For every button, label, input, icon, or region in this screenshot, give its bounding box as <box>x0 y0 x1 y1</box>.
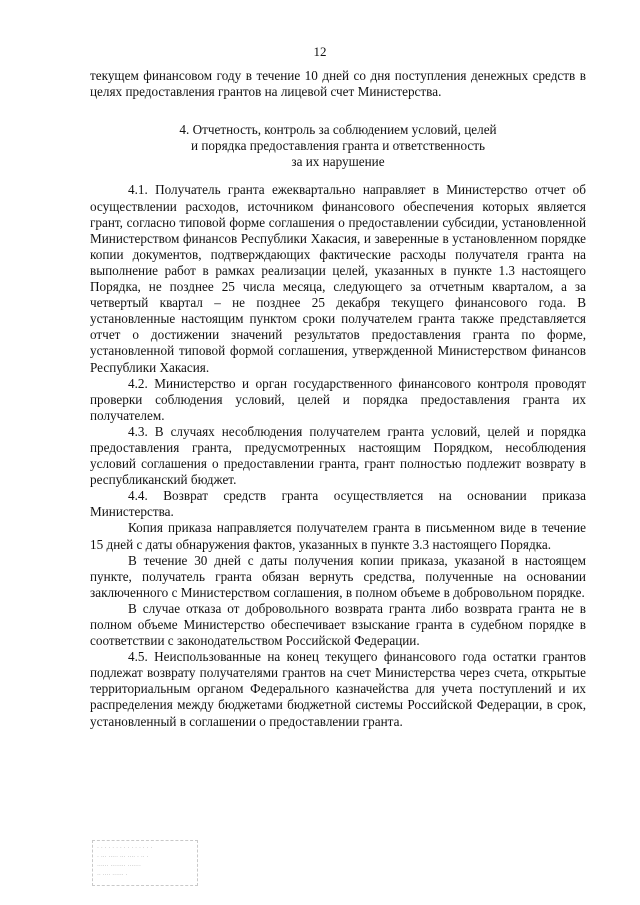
document-body <box>90 68 586 730</box>
stamp-line: · · · · · · · · · · · · · · · <box>97 845 153 852</box>
paragraph-refusal: В случае отказа от добровольного возврата гранта либо возврата гранта не в полном объеме Министерство обеспечивает взыскание гранта в судебном порядке в соответствии с законодательством Российской Федерации. <box>90 600 586 649</box>
section-heading-line: за их нарушение <box>291 154 385 170</box>
paragraph-4-1: 4.1. Получатель гранта ежеквартально направляет в Министерство отчет об осуществлении расходов, источником финансового обеспечения которых является грант, согласно типовой форме соглашения о предоставлении субсидии, установленной Министерством финансов Республики Хакасия, и заверенные в установленном порядке копии документов, подтверждающих фактические расходы получателя гранта на выполнение работ в рамках реализации целей, указанных в пункте 1.3 настоящего Порядка, не позднее 25 числа месяца, следующего за отчетным кварталом, а за четвертый квартал – не позднее 25 декабря текущего финансового года. В установленные настоящим пунктом сроки получателем гранта также представляется отчет о достижении значений результатов предоставления гранта по форме, установленной типовой формой соглашения, утвержденной Министерством финансов Республики Хакасия. <box>90 182 586 375</box>
faded-stamp <box>92 840 198 886</box>
section-heading-line: 4. Отчетность, контроль за соблюдением условий, целей <box>179 122 497 138</box>
section-heading-line: и порядка предоставления гранта и ответственность <box>190 138 486 154</box>
paragraph-30-days: В течение 30 дней с даты получения копии приказа, указаной в настоящем пункте, получатель гранта обязан вернуть средства, полученные на основании заключенного с Министерством соглашения, в полном объеме в добровольном порядке. <box>90 552 586 600</box>
paragraph-4-2: 4.2. Министерство и орган государственного финансового контроля проводят проверки соблюдения условий, целей и порядка предоставления гранта их получателем. <box>90 375 586 423</box>
paragraph-4-5: 4.5. Неиспользованные на конец текущего финансового года остатки грантов подлежат возврату получателями грантов на счет Министерства через счета, открытые территориальным органом Федерального казначейства для учета поступлений и их распределения между бюджетами бюджетной системы Российской Федерации, в срок, установленный в соглашении о предоставлении гранта. <box>90 649 586 729</box>
paragraph-4-4: 4.4. Возврат средств гранта осуществляется на основании приказа Министерства. <box>90 488 586 520</box>
stamp-line: ······ ········ ······· <box>97 863 141 870</box>
intro-paragraph: текущем финансовом году в течение 10 дней со дня поступления денежных средств в целях предоставления грантов на лицевой счет Министерства. <box>90 68 586 100</box>
section-heading <box>90 122 586 170</box>
page-number: 12 <box>313 44 327 59</box>
stamp-line: · ··· ····· ··· ···· · ·· · <box>97 854 149 861</box>
paragraph-4-3: 4.3. В случаях несоблюдения получателем гранта условий, целей и порядка предоставления гранта, предусмотренных настоящим Порядком, несоблюдения условий соглашения о предоставлении гранта, грант полностью подлежит возврату в республиканский бюджет. <box>90 423 586 488</box>
paragraph-copy-order: Копия приказа направляется получателем гранта в письменном виде в течение 15 дней с даты обнаружения фактов, указанных в пункте 3.3 настоящего Порядка. <box>90 520 586 552</box>
stamp-line: ·· ···· ······ · <box>97 872 128 879</box>
